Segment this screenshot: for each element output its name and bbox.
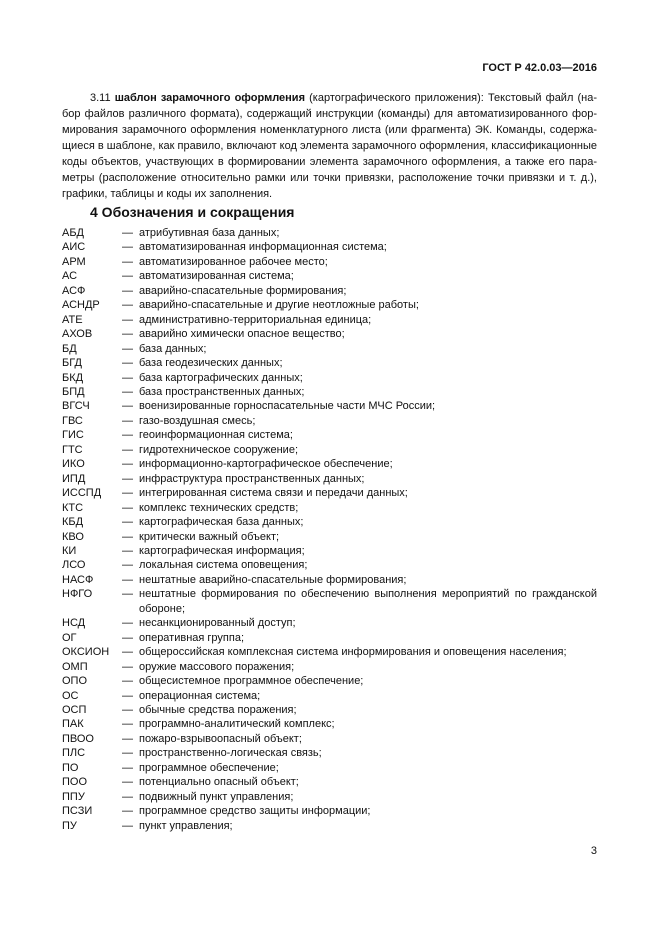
abbreviation-definition	[139, 342, 597, 356]
abbreviation-row	[62, 689, 597, 703]
abbreviation-dash: —	[122, 371, 133, 384]
page-number: 3	[590, 845, 597, 857]
abbreviation-row	[62, 761, 597, 775]
abbreviation-term: ОСП	[62, 703, 87, 716]
clause-text: (картографического приложения): Текстовый файл (на-	[309, 92, 598, 104]
abbreviation-dash: —	[122, 732, 133, 745]
abbreviation-dash: —	[122, 342, 133, 355]
abbreviation-definition	[139, 399, 597, 413]
abbreviation-row	[62, 472, 597, 486]
abbreviation-dash: —	[122, 718, 133, 731]
abbreviation-dash: —	[122, 747, 133, 760]
abbreviation-row	[62, 327, 597, 341]
abbreviation-term: ИССПД	[62, 487, 102, 500]
clause-line	[62, 90, 597, 106]
abbreviation-term: ПСЗИ	[62, 805, 93, 818]
abbreviation-term: ГТС	[62, 443, 83, 456]
abbreviation-definition	[139, 226, 597, 240]
abbreviation-term: АС	[62, 270, 78, 283]
abbreviation-term: АСНДР	[62, 299, 100, 312]
abbreviation-dash: —	[122, 255, 133, 268]
abbreviation-definition	[139, 284, 597, 298]
abbreviation-term: БГД	[62, 357, 82, 370]
abbreviation-term: НСД	[62, 617, 86, 630]
abbreviation-definition	[139, 689, 597, 703]
abbreviation-definition	[139, 472, 597, 486]
abbreviation-dash: —	[122, 385, 133, 398]
abbreviation-dash: —	[122, 559, 133, 572]
abbreviation-dash: —	[122, 429, 133, 442]
abbreviation-definition	[139, 587, 597, 616]
abbreviation-row	[62, 660, 597, 674]
abbreviation-dash: —	[122, 675, 133, 688]
abbreviation-definition	[139, 819, 597, 833]
abbreviation-dash: —	[122, 646, 133, 659]
definition-line: информационно-картографическое обеспечение;	[139, 458, 393, 471]
abbreviation-dash: —	[122, 227, 133, 239]
abbreviation-term: ОМП	[62, 660, 88, 673]
abbreviation-dash: —	[122, 472, 133, 485]
abbreviation-row	[62, 775, 597, 789]
definition-line: картографическая информация;	[139, 544, 305, 557]
abbreviation-term: АРМ	[62, 255, 86, 268]
abbreviation-row	[62, 443, 597, 457]
abbreviation-dash: —	[122, 284, 133, 297]
abbreviation-definition	[139, 674, 597, 688]
abbreviation-definition	[139, 631, 597, 645]
abbreviation-dash: —	[122, 443, 133, 456]
abbreviation-definition	[139, 645, 597, 659]
definition-line: интегрированная система связи и передачи данных;	[139, 487, 408, 500]
section-heading: 4 Обозначения и сокращения	[90, 204, 295, 220]
abbreviation-term: ГВС	[62, 414, 83, 427]
abbreviation-row	[62, 530, 597, 544]
abbreviation-row	[62, 356, 597, 370]
abbreviation-row	[62, 616, 597, 630]
abbreviation-row	[62, 804, 597, 818]
abbreviation-definition	[139, 790, 597, 804]
abbreviation-term: ПВОО	[62, 732, 94, 745]
definition-line: пространственно-логическая связь;	[139, 747, 322, 760]
abbreviation-dash: —	[122, 328, 133, 341]
abbreviation-term: ИПД	[62, 472, 86, 485]
abbreviation-row	[62, 226, 597, 240]
abbreviation-definition	[139, 515, 597, 529]
abbreviation-row	[62, 342, 597, 356]
definition-line: аварийно-спасательные и другие неотложные работы;	[139, 299, 419, 312]
abbreviation-term: ПО	[62, 761, 79, 774]
abbreviation-term: АХОВ	[62, 328, 93, 341]
abbreviation-term: ПОО	[62, 776, 88, 789]
abbreviation-definition	[139, 804, 597, 818]
abbreviation-row	[62, 746, 597, 760]
abbreviation-term: ИКО	[62, 458, 85, 471]
definition-line: программно-аналитический комплекс;	[139, 718, 335, 731]
abbreviation-term: ОС	[62, 689, 79, 702]
definition-line: база геодезических данных;	[139, 357, 283, 370]
definition-line: критически важный объект;	[139, 530, 280, 543]
abbreviation-definition	[139, 486, 597, 500]
abbreviation-term: ППУ	[62, 790, 85, 803]
abbreviation-definition	[139, 269, 597, 283]
abbreviation-definition	[139, 371, 597, 385]
definition-line: газо-воздушная смесь;	[139, 414, 256, 427]
abbreviation-term: БКД	[62, 371, 84, 384]
abbreviation-definition	[139, 428, 597, 442]
abbreviation-row	[62, 255, 597, 269]
abbreviation-definition	[139, 775, 597, 789]
abbreviation-row	[62, 486, 597, 500]
abbreviation-definition	[139, 240, 597, 254]
clause-3-11	[62, 90, 597, 202]
abbreviation-row	[62, 558, 597, 572]
abbreviation-row	[62, 385, 597, 399]
abbreviation-row	[62, 631, 597, 645]
abbreviation-definition	[139, 501, 597, 515]
abbreviation-row	[62, 371, 597, 385]
abbreviation-definition	[139, 298, 597, 312]
abbreviation-dash: —	[122, 501, 133, 514]
definition-line: аварийно химически опасное вещество;	[139, 328, 345, 341]
definition-line: оружие массового поражения;	[139, 660, 295, 673]
clause-line: коды объектов, участвующих в формировании элемента зарамочного оформления, а также его пара-	[62, 156, 597, 168]
abbreviation-definition	[139, 717, 597, 731]
definition-line: программное средство защиты информации;	[139, 805, 371, 818]
abbreviation-term: ВГСЧ	[62, 400, 90, 413]
definition-line: локальная система оповещения;	[139, 559, 308, 572]
clause-line: метры (расположение относительно рамки или точки привязки, расположение точки привязки и т. д.),	[62, 172, 597, 184]
abbreviation-row	[62, 674, 597, 688]
definition-line: инфраструктура пространственных данных;	[139, 472, 365, 485]
abbreviation-row	[62, 587, 597, 616]
abbreviation-row	[62, 313, 597, 327]
abbreviation-term: ГИС	[62, 429, 84, 442]
abbreviation-definition	[139, 414, 597, 428]
abbreviation-term: БПД	[62, 385, 85, 398]
definition-line: аварийно-спасательные формирования;	[139, 284, 347, 297]
definition-line: административно-территориальная единица;	[139, 313, 372, 326]
definition-line: общероссийская комплексная система информирования и оповещения населения;	[139, 646, 567, 659]
abbreviation-dash: —	[122, 530, 133, 543]
abbreviations-list	[62, 226, 597, 833]
abbreviation-dash: —	[122, 299, 133, 312]
definition-line: операционная система;	[139, 689, 261, 702]
abbreviation-dash: —	[122, 241, 133, 254]
definition-line: пункт управления;	[139, 819, 233, 832]
abbreviation-dash: —	[122, 516, 133, 529]
abbreviation-dash: —	[122, 357, 133, 370]
definition-line: обороне;	[139, 602, 186, 615]
abbreviation-dash: —	[122, 400, 133, 413]
abbreviation-definition	[139, 327, 597, 341]
abbreviation-dash: —	[122, 270, 133, 283]
clause-term: шаблон зарамочного оформления	[114, 92, 305, 104]
abbreviation-row	[62, 284, 597, 298]
abbreviation-row	[62, 428, 597, 442]
abbreviation-term: ОПО	[62, 675, 88, 688]
abbreviation-dash: —	[122, 544, 133, 557]
abbreviation-term: ПАК	[62, 718, 84, 731]
abbreviation-row	[62, 790, 597, 804]
abbreviation-definition	[139, 761, 597, 775]
abbreviation-definition	[139, 255, 597, 269]
abbreviation-term: КВО	[62, 530, 84, 543]
clause-line: щиеся в шаблоне, как правило, включают код элемента зарамочного оформления, классификационные	[62, 140, 597, 152]
abbreviation-term: ПЛС	[62, 747, 86, 760]
definition-line: база данных;	[139, 342, 207, 355]
definition-line: оперативная группа;	[139, 631, 245, 644]
abbreviation-term: ОКСИОН	[62, 646, 110, 659]
abbreviation-definition	[139, 530, 597, 544]
abbreviation-definition	[139, 573, 597, 587]
abbreviation-row	[62, 298, 597, 312]
abbreviation-row	[62, 703, 597, 717]
abbreviation-dash: —	[122, 761, 133, 774]
abbreviation-definition	[139, 313, 597, 327]
abbreviation-definition	[139, 660, 597, 674]
abbreviation-row	[62, 819, 597, 833]
abbreviation-row	[62, 573, 597, 587]
definition-line: нештатные формирования по обеспечению выполнения мероприятий по гражданской	[139, 588, 597, 601]
abbreviation-definition	[139, 443, 597, 457]
abbreviation-dash: —	[122, 631, 133, 644]
abbreviation-dash: —	[122, 805, 133, 818]
abbreviation-dash: —	[122, 790, 133, 803]
definition-line: военизированные горноспасательные части МЧС России;	[139, 400, 436, 413]
abbreviation-term: АБД	[62, 227, 85, 239]
definition-line: пожаро-взрывоопасный объект;	[139, 732, 302, 745]
definition-line: общесистемное программное обеспечение;	[139, 675, 364, 688]
abbreviation-row	[62, 501, 597, 515]
abbreviation-dash: —	[122, 573, 133, 586]
abbreviation-definition	[139, 703, 597, 717]
abbreviation-term: ОГ	[62, 631, 77, 644]
abbreviation-term: НФГО	[62, 588, 93, 601]
definition-line: комплекс технических средств;	[139, 501, 299, 514]
clause-line: графики, таблицы и коды их заполнения.	[62, 188, 273, 200]
abbreviation-row	[62, 269, 597, 283]
abbreviation-row	[62, 399, 597, 413]
definition-line: автоматизированная система;	[139, 270, 294, 283]
abbreviation-row	[62, 515, 597, 529]
abbreviation-dash: —	[122, 617, 133, 630]
abbreviation-row	[62, 240, 597, 254]
abbreviation-dash: —	[122, 776, 133, 789]
definition-line: обычные средства поражения;	[139, 703, 297, 716]
abbreviation-dash: —	[122, 660, 133, 673]
definition-line: геоинформационная система;	[139, 429, 293, 442]
standard-designation: ГОСТ Р 42.0.03—2016	[482, 62, 597, 74]
abbreviation-row	[62, 645, 597, 659]
abbreviation-dash: —	[122, 487, 133, 500]
abbreviation-term: АТЕ	[62, 313, 83, 326]
definition-line: база пространственных данных;	[139, 385, 305, 398]
clause-number: 3.11	[90, 92, 111, 104]
abbreviation-term: НАСФ	[62, 573, 94, 586]
definition-line: автоматизированная информационная система;	[139, 241, 387, 254]
abbreviation-definition	[139, 732, 597, 746]
abbreviation-row	[62, 457, 597, 471]
abbreviation-dash: —	[122, 819, 133, 832]
definition-line: потенциально опасный объект;	[139, 776, 299, 789]
clause-line: бор файлов различного формата), содержащий инструкции (команды) для автоматизированного фор-	[62, 108, 597, 120]
definition-line: картографическая база данных;	[139, 516, 304, 529]
definition-line: несанкционированный доступ;	[139, 617, 296, 630]
abbreviation-term: ЛСО	[62, 559, 86, 572]
abbreviation-definition	[139, 457, 597, 471]
abbreviation-term: КИ	[62, 544, 77, 557]
clause-line: мирования зарамочного оформления номенклатурного листа (или фрагмента) ЭК. Команды, содержа-	[62, 124, 597, 136]
abbreviation-dash: —	[122, 313, 133, 326]
abbreviation-term: АИС	[62, 241, 86, 254]
abbreviation-definition	[139, 544, 597, 558]
abbreviation-term: ПУ	[62, 819, 77, 832]
abbreviation-definition	[139, 558, 597, 572]
abbreviation-dash: —	[122, 458, 133, 471]
definition-line: атрибутивная база данных;	[139, 227, 280, 239]
abbreviation-row	[62, 717, 597, 731]
abbreviation-row	[62, 544, 597, 558]
abbreviation-definition	[139, 385, 597, 399]
abbreviation-definition	[139, 746, 597, 760]
abbreviation-definition	[139, 616, 597, 630]
abbreviation-row	[62, 414, 597, 428]
definition-line: база картографических данных;	[139, 371, 303, 384]
abbreviation-term: АСФ	[62, 284, 86, 297]
definition-line: гидротехническое сооружение;	[139, 443, 299, 456]
abbreviation-term: БД	[62, 342, 77, 355]
abbreviation-dash: —	[122, 689, 133, 702]
abbreviation-term: КТС	[62, 501, 84, 514]
abbreviation-dash: —	[122, 703, 133, 716]
definition-line: нештатные аварийно-спасательные формирования;	[139, 573, 407, 586]
abbreviation-row	[62, 732, 597, 746]
definition-line: автоматизированное рабочее место;	[139, 255, 328, 268]
definition-line: подвижный пункт управления;	[139, 790, 294, 803]
abbreviation-definition	[139, 356, 597, 370]
abbreviation-dash: —	[122, 414, 133, 427]
definition-line: программное обеспечение;	[139, 761, 279, 774]
abbreviation-term: КБД	[62, 516, 84, 529]
abbreviation-dash: —	[122, 588, 133, 601]
